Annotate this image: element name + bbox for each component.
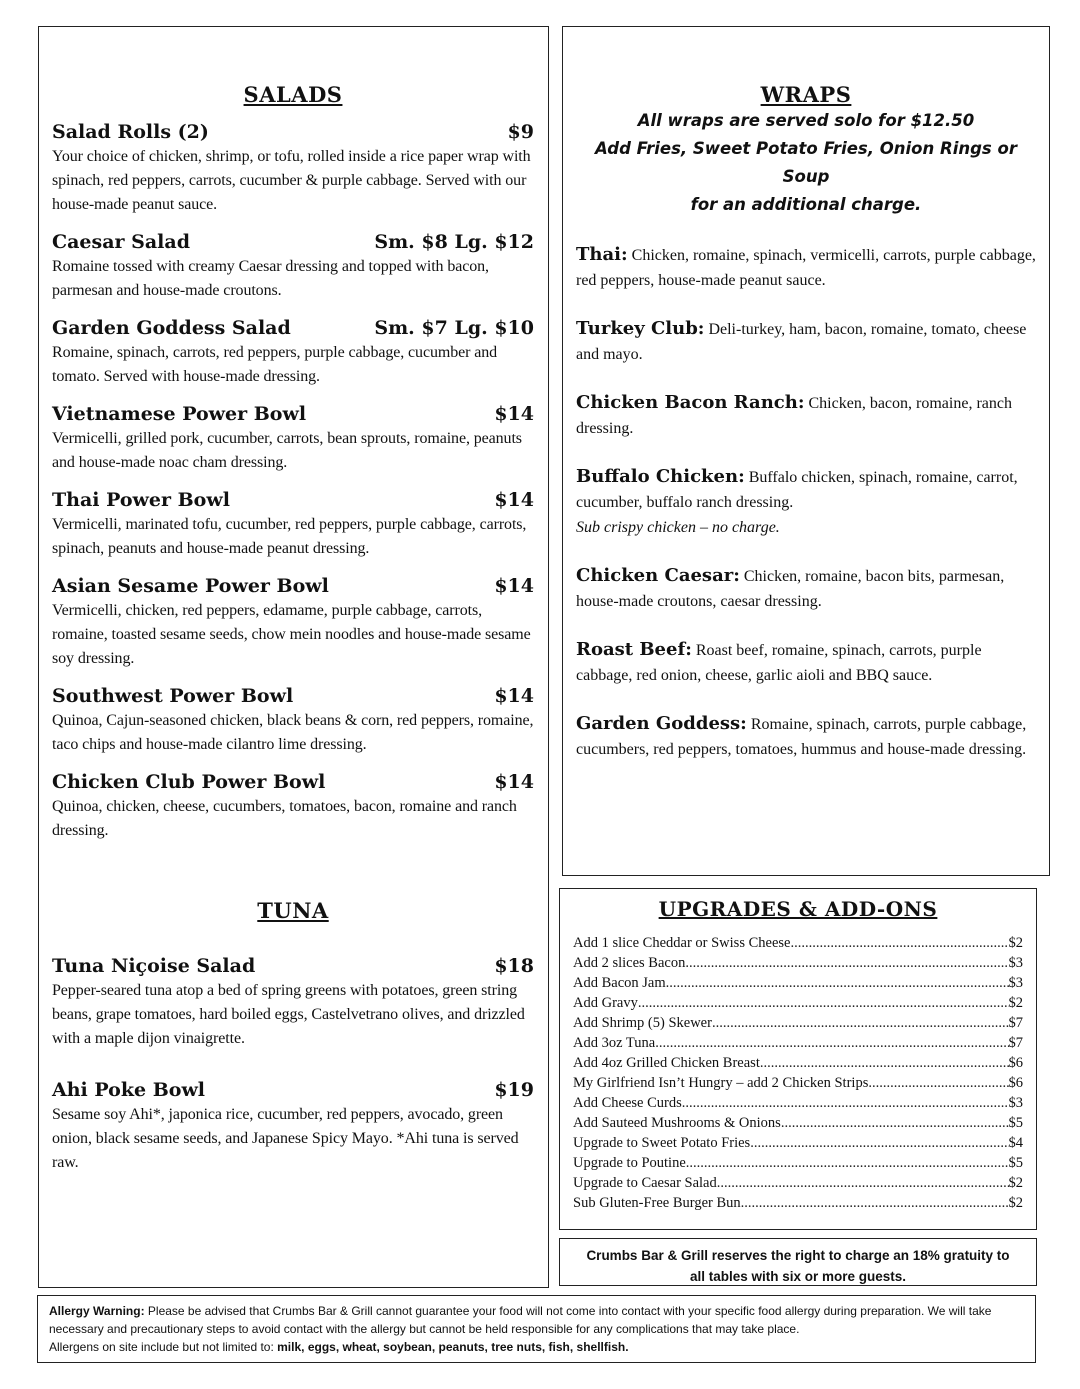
item-name: Ahi Poke Bowl [52, 1079, 206, 1101]
wrap-name: Turkey Club: [576, 318, 705, 339]
upgrade-price: $3 [1008, 1095, 1023, 1111]
item-description: Quinoa, Cajun-seasoned chicken, black beans & corn, red peppers, romaine, taco chips and house-made cilantro lime dressing. [52, 712, 534, 753]
wraps-note-line: Add Fries, Sweet Potato Fries, Onion Rings or Soup [595, 139, 1017, 186]
upgrade-row [573, 1173, 1023, 1193]
menu-item [52, 771, 534, 843]
upgrade-row [573, 1093, 1023, 1113]
upgrade-price: $2 [1008, 935, 1023, 951]
wraps-note [576, 107, 1036, 219]
allergens-line [49, 1338, 1024, 1356]
allergy-warning [37, 1295, 1036, 1363]
dot-leader [666, 973, 1009, 993]
item-price: Sm. $7 Lg. $10 [374, 317, 534, 339]
menu-item [52, 403, 534, 475]
wrap-name: Buffalo Chicken: [576, 466, 745, 487]
item-price: $9 [507, 121, 534, 143]
wrap-name: Thai: [576, 244, 628, 265]
dot-leader [682, 1093, 1009, 1113]
upgrade-label: Add Bacon Jam [573, 975, 666, 991]
upgrade-label: Add Gravy [573, 995, 638, 1011]
dot-leader [790, 933, 1008, 953]
wrap-name: Chicken Bacon Ranch: [576, 392, 805, 413]
dot-leader [781, 1113, 1009, 1133]
upgrade-label: Add 1 slice Cheddar or Swiss Cheese [573, 935, 791, 951]
item-price: $18 [494, 955, 534, 977]
item-name: Chicken Club Power Bowl [52, 771, 326, 793]
upgrade-row [573, 1133, 1023, 1153]
item-price: $14 [494, 403, 534, 425]
upgrade-price: $5 [1008, 1115, 1023, 1131]
dot-leader [868, 1073, 1008, 1093]
upgrade-row [573, 1193, 1023, 1213]
salads-heading: SALADS [243, 82, 343, 107]
menu-item [52, 317, 534, 389]
upgrade-price: $5 [1008, 1155, 1023, 1171]
upgrade-price: $7 [1008, 1015, 1023, 1031]
upgrades-list [573, 933, 1023, 1213]
item-description: Romaine, spinach, carrots, red peppers, purple cabbage, cucumber and tomato. Served with house-made dressing. [52, 344, 498, 385]
upgrade-row [573, 1113, 1023, 1133]
upgrade-label: Add 3oz Tuna [573, 1035, 656, 1051]
upgrade-price: $6 [1008, 1075, 1023, 1091]
item-description: Romaine tossed with creamy Caesar dressing and topped with bacon, parmesan and house-made croutons. [52, 258, 489, 299]
gratuity-notice [559, 1238, 1037, 1286]
item-price: $14 [494, 489, 534, 511]
wrap-description: Buffalo chicken, spinach, romaine, carrot, cucumber, buffalo ranch dressing. [576, 469, 1018, 511]
item-name: Tuna Niçoise Salad [52, 955, 256, 977]
menu-item [52, 685, 534, 757]
wrap-item [576, 316, 1036, 367]
dot-leader [686, 1153, 1009, 1173]
wrap-description: Romaine, spinach, carrots, purple cabbage, cucumbers, red peppers, tomatoes, hummus and house-made dressing. [576, 716, 1027, 758]
allergens-list: milk, eggs, wheat, soybean, peanuts, tree nuts, fish, shellfish. [277, 1340, 629, 1354]
upgrade-price: $6 [1008, 1055, 1023, 1071]
upgrade-row [573, 1013, 1023, 1033]
menu-item [52, 1079, 534, 1175]
item-name: Caesar Salad [52, 231, 191, 253]
item-name: Asian Sesame Power Bowl [52, 575, 329, 597]
dot-leader [638, 993, 1009, 1013]
upgrade-price: $2 [1008, 1195, 1023, 1211]
upgrade-label: Add Sauteed Mushrooms & Onions [573, 1115, 781, 1131]
upgrade-price: $7 [1008, 1035, 1023, 1051]
upgrade-label: Add 2 slices Bacon [573, 955, 686, 971]
menu-item [52, 231, 534, 303]
upgrade-row [573, 1153, 1023, 1173]
item-name: Salad Rolls (2) [52, 121, 209, 143]
dot-leader [750, 1133, 1008, 1153]
upgrade-row [573, 1053, 1023, 1073]
item-price: $14 [494, 685, 534, 707]
dot-leader [760, 1053, 1009, 1073]
upgrade-label: Upgrade to Caesar Salad [573, 1175, 717, 1191]
upgrade-row [573, 1073, 1023, 1093]
wraps-heading: WRAPS [760, 82, 852, 107]
gratuity-line: all tables with six or more guests. [689, 1269, 907, 1284]
dot-leader [685, 953, 1008, 973]
item-description: Vermicelli, chicken, red peppers, edamame, purple cabbage, carrots, romaine, toasted sesame seeds, chow mein noodles and house-made sesame soy dressing. [52, 602, 531, 667]
menu-item [52, 489, 534, 561]
upgrade-label: Add Cheese Curds [573, 1095, 682, 1111]
allergy-label: Allergy Warning: [49, 1304, 145, 1318]
item-description: Vermicelli, grilled pork, cucumber, carrots, bean sprouts, romaine, peanuts and house-made noac cham dressing. [52, 430, 522, 471]
upgrade-price: $2 [1008, 1175, 1023, 1191]
wrap-name: Roast Beef: [576, 639, 692, 660]
wrap-description: Deli-turkey, ham, bacon, romaine, tomato, cheese and mayo. [576, 321, 1027, 363]
wrap-name: Garden Goddess: [576, 713, 747, 734]
upgrade-label: Upgrade to Poutine [573, 1155, 686, 1171]
item-description: Your choice of chicken, shrimp, or tofu, rolled inside a rice paper wrap with spinach, red peppers, carrots, cucumber & purple cabbage. Served with our house-made peanut sauce. [52, 148, 531, 213]
upgrade-label: Sub Gluten-Free Burger Bun [573, 1195, 741, 1211]
dot-leader [717, 1173, 1009, 1193]
item-price: $19 [494, 1079, 534, 1101]
upgrade-price: $3 [1008, 955, 1023, 971]
dot-leader [741, 1193, 1009, 1213]
item-description: Sesame soy Ahi*, japonica rice, cucumber, red peppers, avocado, green onion, black sesame seeds, and Japanese Spicy Mayo. *Ahi tuna is served raw. [52, 1106, 519, 1171]
upgrade-row [573, 973, 1023, 993]
menu-item [52, 575, 534, 671]
wrap-description: Chicken, romaine, spinach, vermicelli, carrots, purple cabbage, red peppers, house-made peanut sauce. [576, 247, 1036, 289]
upgrade-label: Add Shrimp (5) Skewer [573, 1015, 712, 1031]
item-name: Southwest Power Bowl [52, 685, 294, 707]
upgrade-row [573, 933, 1023, 953]
upgrades-heading: UPGRADES & ADD-ONS [658, 897, 938, 921]
salads-section [38, 26, 549, 1288]
upgrade-price: $2 [1008, 995, 1023, 1011]
wrap-name: Chicken Caesar: [576, 565, 740, 586]
upgrade-row [573, 953, 1023, 973]
wrap-sub-note: Sub crispy chicken – no charge. [576, 519, 780, 536]
wrap-description: Roast beef, romaine, spinach, carrots, purple cabbage, red onion, cheese, garlic aioli and BBQ sauce. [576, 642, 982, 684]
wraps-note-line: All wraps are served solo for $12.50 [637, 111, 975, 130]
wrap-description: Chicken, bacon, romaine, ranch dressing. [576, 395, 1012, 437]
wrap-description: Chicken, romaine, bacon bits, parmesan, house-made croutons, caesar dressing. [576, 568, 1005, 610]
upgrade-label: Upgrade to Sweet Potato Fries [573, 1135, 751, 1151]
item-description: Quinoa, chicken, cheese, cucumbers, tomatoes, bacon, romaine and ranch dressing. [52, 798, 517, 839]
tuna-heading: TUNA [257, 898, 329, 923]
wrap-item [576, 464, 1036, 540]
wraps-note-line: for an additional charge. [690, 195, 922, 214]
menu-item [52, 955, 534, 1051]
allergy-body: Please be advised that Crumbs Bar & Grill cannot guarantee your food will not come into contact with your specific food allergy during preparation. We will take necessary and precautionary steps to avoid contact with the allergy but cannot be held responsible for any complications that may take place. [49, 1304, 992, 1336]
dot-leader [655, 1033, 1008, 1053]
item-name: Vietnamese Power Bowl [52, 403, 307, 425]
upgrade-row [573, 993, 1023, 1013]
allergy-text [49, 1302, 1024, 1338]
item-description: Pepper-seared tuna atop a bed of spring greens with potatoes, green string beans, grape tomatoes, hard boiled eggs, Castelvetrano olives, and drizzled with a maple dijon vinaigrette. [52, 982, 525, 1047]
allergens-label: Allergens on site include but not limited to: [49, 1340, 278, 1354]
upgrade-price: $3 [1008, 975, 1023, 991]
item-name: Thai Power Bowl [52, 489, 230, 511]
item-price: $14 [494, 575, 534, 597]
upgrade-label: Add 4oz Grilled Chicken Breast [573, 1055, 760, 1071]
upgrade-row [573, 1033, 1023, 1053]
wraps-section [562, 26, 1050, 876]
dot-leader [712, 1013, 1009, 1033]
wrap-item [576, 711, 1036, 762]
item-price: Sm. $8 Lg. $12 [374, 231, 534, 253]
item-description: Vermicelli, marinated tofu, cucumber, red peppers, purple cabbage, carrots, spinach, peanuts and house-made peanut dressing. [52, 516, 527, 557]
wrap-item [576, 242, 1036, 293]
item-name: Garden Goddess Salad [52, 317, 291, 339]
wrap-item [576, 637, 1036, 688]
wrap-item [576, 563, 1036, 614]
wrap-item [576, 390, 1036, 441]
upgrade-label: My Girlfriend Isn’t Hungry – add 2 Chicken Strips [573, 1075, 869, 1091]
menu-item [52, 121, 534, 217]
upgrade-price: $4 [1008, 1135, 1023, 1151]
item-price: $14 [494, 771, 534, 793]
upgrades-section [559, 888, 1037, 1230]
gratuity-line: Crumbs Bar & Grill reserves the right to charge an 18% gratuity to [586, 1248, 1010, 1263]
